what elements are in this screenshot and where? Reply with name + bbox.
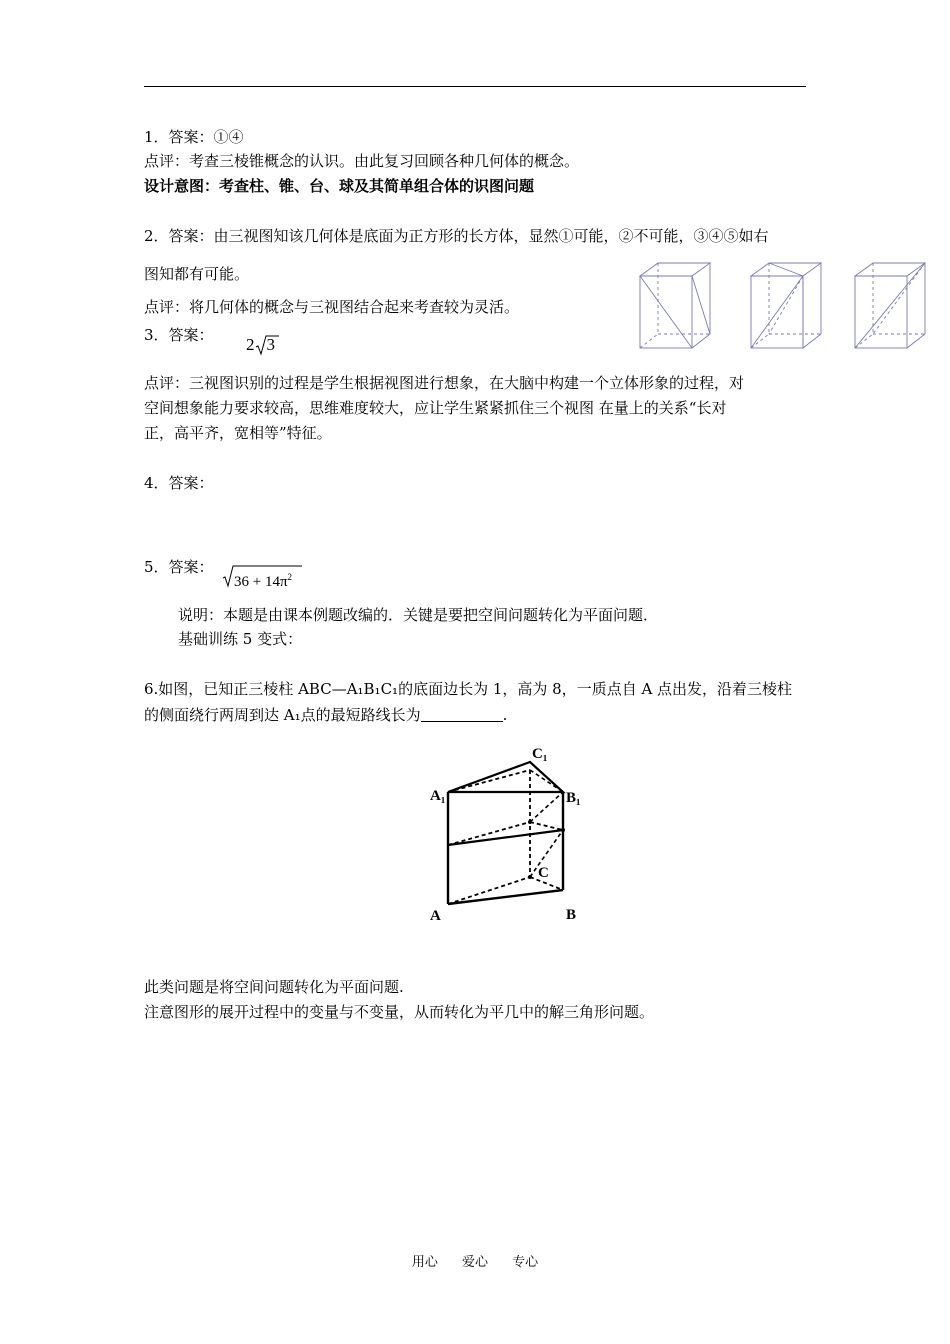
label-b1: B₁ [566,790,581,806]
label-a1: A₁ [430,788,446,804]
q3-comment-line3: 正，高平齐，宽相等”特征。 [144,424,332,442]
q6-summary2: 注意图形的展开过程中的变量与不变量，从而转化为平几中的解三角形问题。 [144,1003,655,1021]
q3-radicand: 3 [266,335,275,354]
q3-coef: 2 [246,335,255,354]
prism-figure [420,742,595,932]
q5-answer-value [222,568,292,591]
q1-answer: 1．答案：①④ [144,128,244,146]
footer-item: 专心 [512,1255,539,1270]
label-b: B [566,907,577,923]
q3-answer-label: 3．答案： [144,326,214,344]
footer-item: 用心 [411,1255,438,1270]
sqrt-sign-icon [222,565,302,589]
q6-line1: 6.如图，已知正三棱柱 ABC—A₁B₁C₁的底面边长为 1，高为 8，一质点自 A 点出发，沿着三棱柱 [144,680,793,698]
q5-exponent: 2 [287,572,293,582]
q2-cube-figures [638,260,938,352]
q5-note1: 说明：本题是由课本例题改编的．关键是要把空间问题转化为平面问题． [178,606,659,624]
q5-note2: 基础训练 5 变式： [178,630,303,648]
q3-comment-line1: 点评：三视图识别的过程是学生根据视图进行想象，在大脑中构建一个立体形象的过程，对 [144,374,745,392]
q6-summary1: 此类问题是将空间问题转化为平面问题. [144,978,404,996]
label-c: C [538,865,549,881]
q1-comment: 点评：考查三棱锥概念的认识。由此复习回顾各种几何体的概念。 [144,152,580,170]
answer-blank [421,707,503,722]
cube-figure-2 [751,263,821,348]
label-a: A [430,908,441,924]
q2-answer-line2: 图知都有可能。 [144,265,250,283]
q1-intent: 设计意图：考查柱、锥、台、球及其简单组合体的识图问题 [144,177,535,195]
footer [0,1251,950,1270]
q2-comment: 点评：将几何体的概念与三视图结合起来考查较为灵活。 [144,298,520,316]
cube-figure-1 [640,263,710,348]
q4-answer-label: 4．答案： [144,474,214,492]
footer-item: 爱心 [461,1255,488,1270]
q6-line2-end: . [502,706,508,724]
q6-line2 [144,706,507,724]
q3-comment-line2: 空间想象能力要求较高，思维难度较大，应让学生紧紧抓住三个视图 在量上的关系“长对 [144,399,727,417]
sqrt-sign-icon [255,335,279,357]
q5-radicand: 36 + 14π [234,574,288,590]
q2-answer-line1: 2．答案：由三视图知该几何体是底面为正方形的长方体，显然①可能，②不可能，③④⑤如右 [144,227,769,245]
cube-figure-3 [855,263,925,348]
header-rule [144,86,806,87]
q6-line2-text: 的侧面绕行两周到达 A₁点的最短路线长为 [144,706,421,724]
q3-answer-value [246,336,275,354]
label-c1: C₁ [532,746,548,762]
q5-answer-label: 5．答案： [144,558,214,576]
